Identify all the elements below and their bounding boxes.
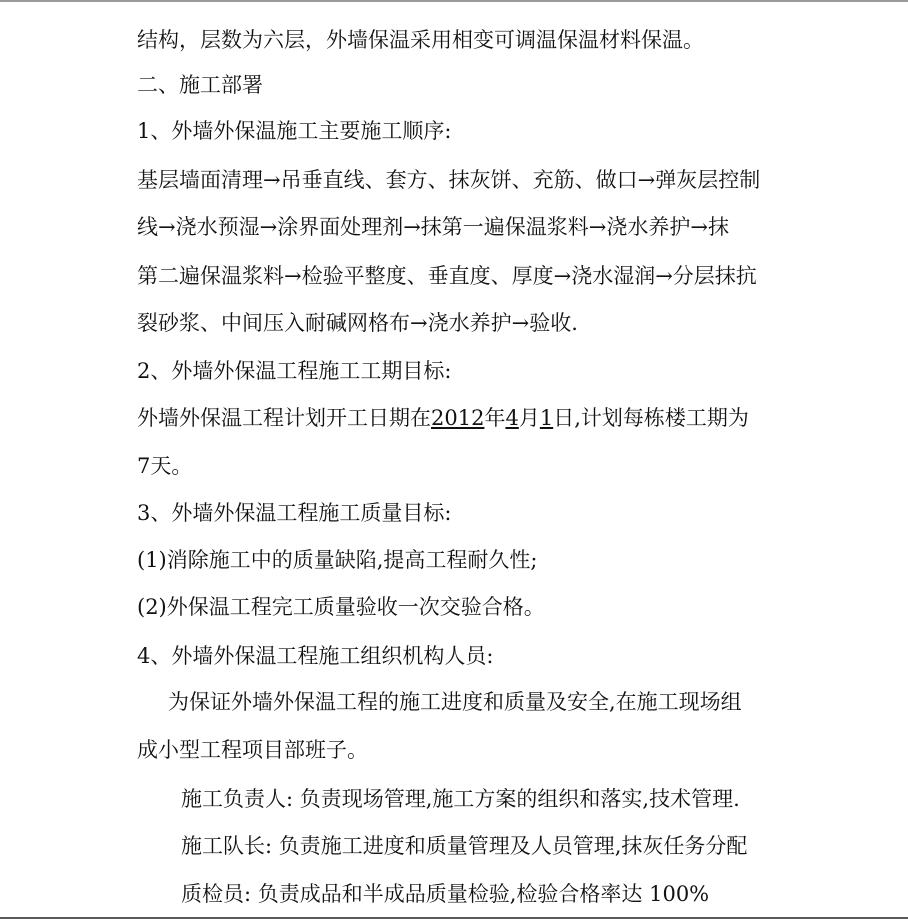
subheading-schedule-goal: 2、外墙外保温工程施工工期目标: bbox=[137, 359, 452, 383]
quality-goal-item-1: (1)消除施工中的质量缺陷,提高工程耐久性; bbox=[137, 548, 538, 572]
paragraph-line-1: 结构，层数为六层，外墙保温采用相变可调温保温材料保温。 bbox=[137, 28, 704, 52]
role-quality-inspector: 质检员: 负责成品和半成品质量检验,检验合格率达 100% bbox=[181, 882, 710, 906]
subheading-organization: 4、外墙外保温工程施工组织机构人员: bbox=[137, 644, 494, 668]
subheading-quality-goal: 3、外墙外保温工程施工质量目标: bbox=[137, 501, 452, 525]
organization-paragraph-line-1: 为保证外墙外保温工程的施工进度和质量及安全,在施工现场组 bbox=[168, 690, 742, 714]
schedule-duration: 7天。 bbox=[137, 454, 193, 478]
sequence-line-4: 裂砂浆、中间压入耐碱网格布→浇水养护→验收. bbox=[137, 311, 578, 335]
start-month: 4 bbox=[505, 406, 519, 430]
year-unit: 年 bbox=[484, 406, 506, 430]
section-heading-deployment: 二、施工部署 bbox=[137, 73, 263, 97]
schedule-line bbox=[137, 408, 749, 429]
schedule-suffix: 日,计划每栋楼工期为 bbox=[553, 406, 749, 430]
schedule-prefix: 外墙外保温工程计划开工日期在 bbox=[137, 406, 431, 430]
bottom-divider bbox=[0, 917, 908, 919]
top-divider bbox=[0, 0, 908, 2]
organization-paragraph-line-2: 成小型工程项目部班子。 bbox=[137, 738, 368, 762]
month-unit: 月 bbox=[518, 406, 540, 430]
start-year: 2012 bbox=[431, 406, 485, 430]
role-team-captain: 施工队长: 负责施工进度和质量管理及人员管理,抹灰任务分配 bbox=[181, 834, 748, 858]
subheading-construction-sequence: 1、外墙外保温施工主要施工顺序: bbox=[137, 119, 452, 143]
quality-goal-item-2: (2)外保温工程完工质量验收一次交验合格。 bbox=[137, 595, 545, 619]
sequence-line-1: 基层墙面清理→吊垂直线、套方、抹灰饼、充筋、做口→弹灰层控制 bbox=[137, 168, 761, 192]
sequence-line-2: 线→浇水预湿→涂界面处理剂→抹第一遍保温浆料→浇水养护→抹 bbox=[137, 215, 729, 239]
start-day: 1 bbox=[539, 406, 554, 430]
sequence-line-3: 第二遍保温浆料→检验平整度、垂直度、厚度→浇水湿润→分层抹抗 bbox=[137, 264, 757, 288]
role-construction-lead: 施工负责人: 负责现场管理,施工方案的组织和落实,技术管理. bbox=[181, 787, 740, 811]
